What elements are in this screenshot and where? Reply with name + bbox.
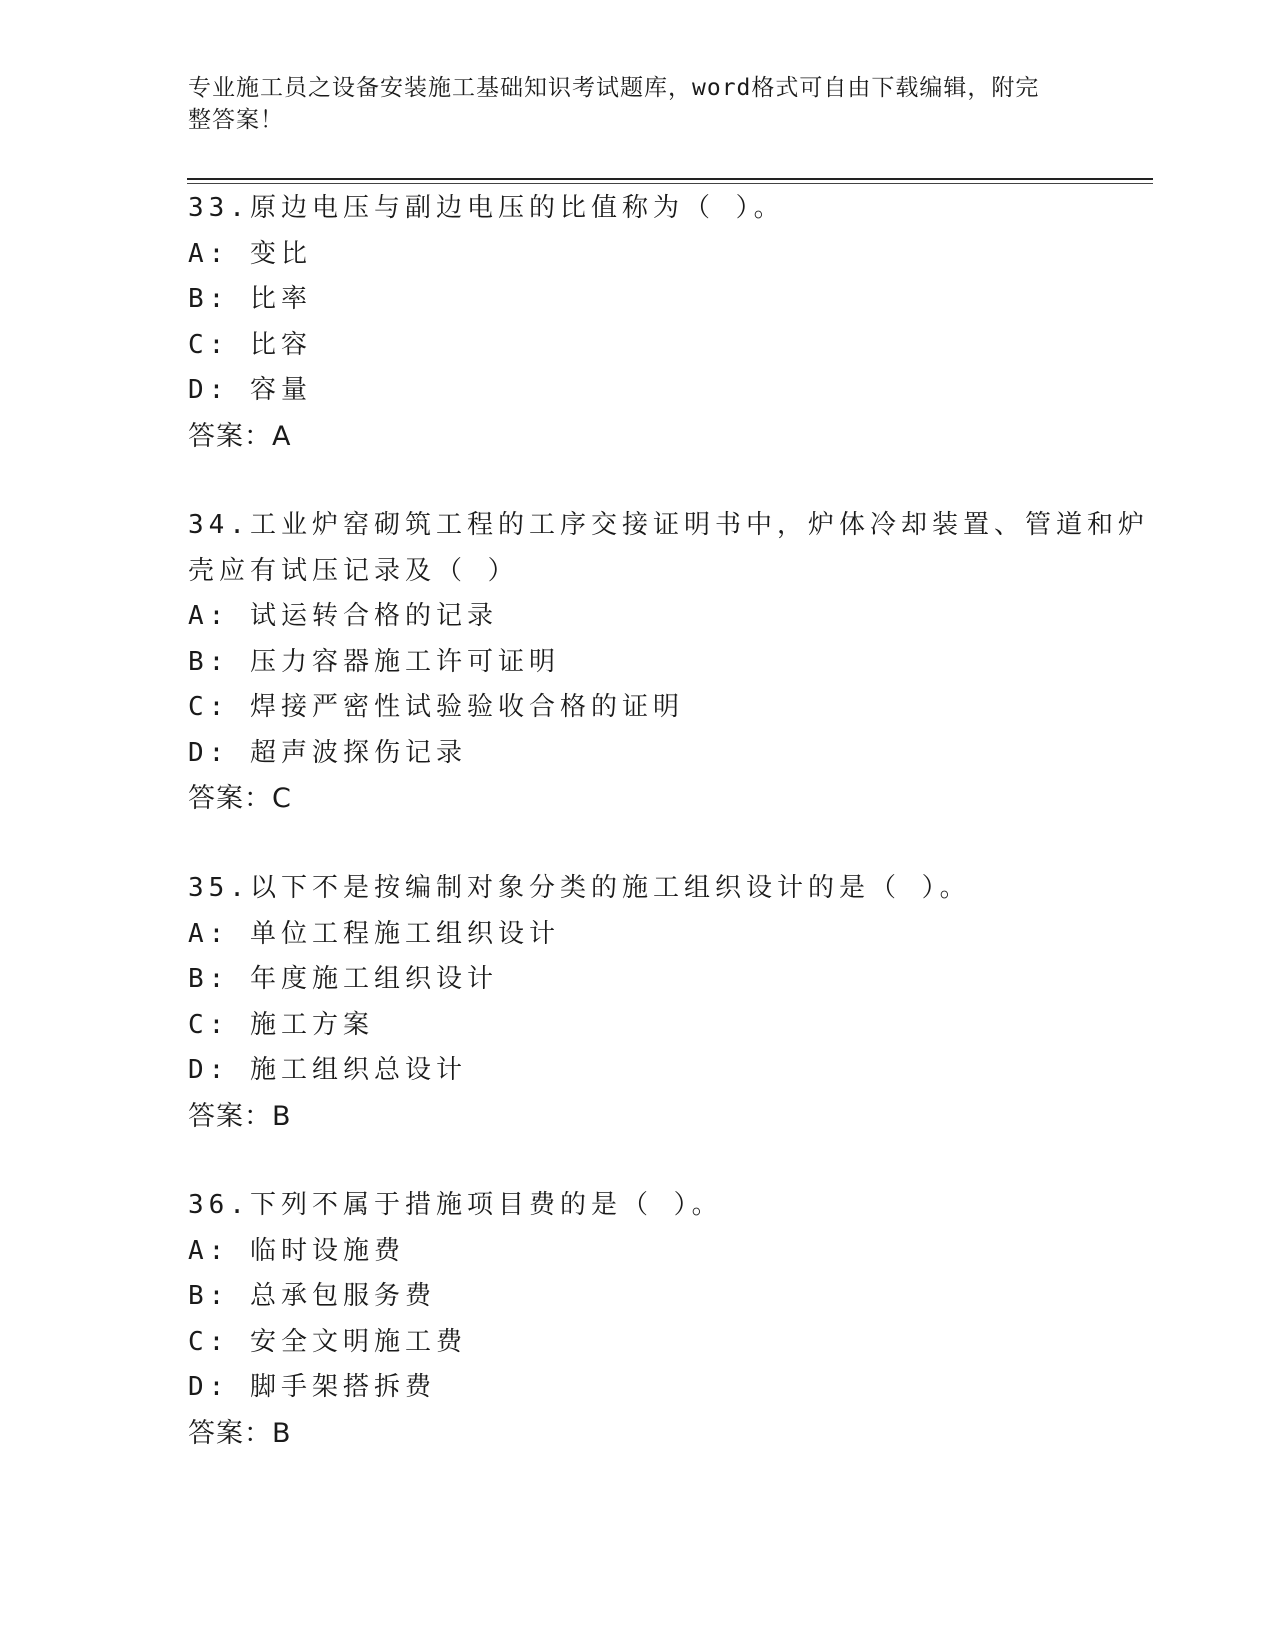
header-line-2: 整答案！	[188, 107, 284, 133]
option-a: A: 临时设施费	[188, 1235, 405, 1266]
option-b: B: 总承包服务费	[188, 1281, 436, 1311]
option-c: C: 施工方案	[188, 1009, 374, 1040]
question-stem: 33.原边电压与副边电压的比值称为（ ）。	[188, 193, 785, 223]
document-header	[188, 72, 1068, 136]
option-b: B: 年度施工组织设计	[188, 964, 498, 994]
question-stem-continued: 壳应有试压记录及（ ）	[188, 555, 519, 586]
option-c: C: 安全文明施工费	[188, 1326, 467, 1357]
option-c: C: 焊接严密性试验验收合格的证明	[188, 692, 684, 722]
option-d: D: 施工组织总设计	[188, 1055, 467, 1085]
option-d: D: 超声波探伤记录	[188, 737, 467, 768]
header-divider-thick	[187, 178, 1153, 180]
option-c: C: 比容	[188, 329, 312, 360]
question-stem: 35.以下不是按编制对象分类的施工组织设计的是（ ）。	[188, 873, 971, 903]
option-d: D: 脚手架搭拆费	[188, 1372, 436, 1402]
option-d: D: 容量	[188, 375, 312, 405]
answer-label: 答案：B	[188, 1100, 292, 1132]
answer-label: 答案：B	[188, 1417, 292, 1449]
option-a: A: 试运转合格的记录	[188, 601, 498, 631]
option-a: A: 变比	[188, 238, 312, 269]
answer-label: 答案：A	[188, 420, 292, 452]
question-34	[188, 503, 1149, 822]
option-a: A: 单位工程施工组织设计	[188, 918, 560, 949]
question-stem: 34.工业炉窑砌筑工程的工序交接证明书中，炉体冷却装置、管道和炉	[188, 510, 1149, 540]
question-36	[188, 1183, 1088, 1456]
header-line-1: 专业施工员之设备安装施工基础知识考试题库，word格式可自由下载编辑，附完	[188, 75, 1040, 101]
answer-label: 答案：C	[188, 783, 292, 814]
option-b: B: 比率	[188, 284, 312, 314]
option-b: B: 压力容器施工许可证明	[188, 646, 560, 677]
question-stem: 36.下列不属于措施项目费的是（ ）。	[188, 1190, 723, 1220]
question-33	[188, 186, 1088, 459]
header-divider-thin	[187, 183, 1153, 184]
question-35	[188, 866, 1088, 1139]
